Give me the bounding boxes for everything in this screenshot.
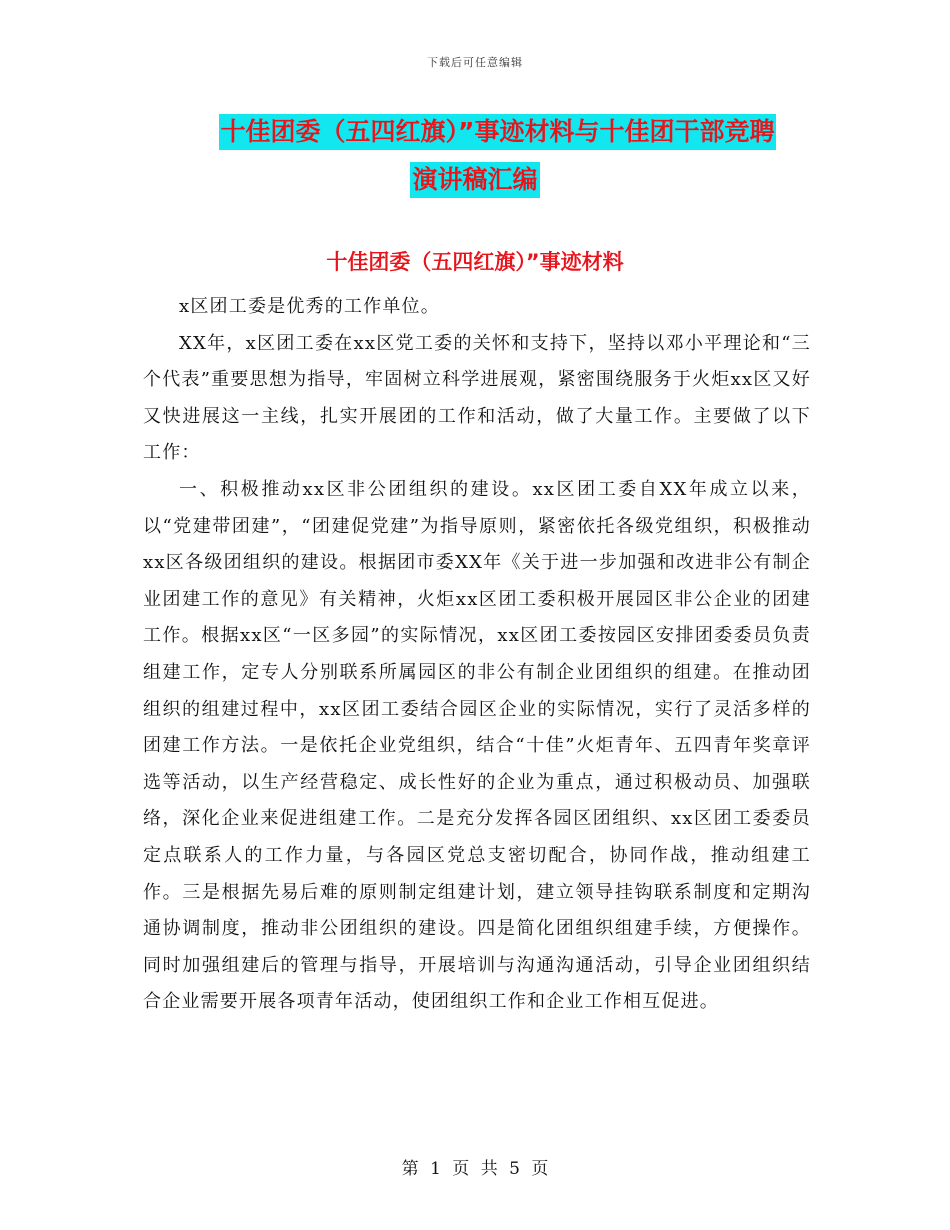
document-title-line-1: 十佳团委（五四红旗）”事迹材料与十佳团干部竞聘 <box>219 114 777 150</box>
header-note: 下载后可任意编辑 <box>427 56 523 69</box>
section-title: 十佳团委（五四红旗）”事迹材料 <box>326 250 624 274</box>
body-text <box>143 289 811 1021</box>
paragraph-2: XX年，x区团工委在xx区党工委的关怀和支持下，坚持以邓小平理论和“三个代表”重要思想为指导，牢固树立科学进展观，紧密围绕服务于火炬xx区又好又快进展这一主线，扎实开展团的工作和活动，做了大量工作。主要做了以下工作： <box>143 332 811 464</box>
document-title <box>0 108 950 204</box>
page-number: 第 1 页 共 5 页 <box>401 1159 549 1179</box>
document-title-line-2: 演讲稿汇编 <box>410 162 539 198</box>
paragraph-3: 一、积极推动xx区非公团组织的建设。xx区团工委自XX年成立以来，以“党建带团建”，“团建促党建”为指导原则，紧密依托各级党组织，积极推动xx区各级团组织的建设。根据团市委XX年《关于进一步加强和改进非公有制企业团建工作的意见》有关精神，火炬xx区团工委积极开展园区非公企业的团建工作。根据xx区“一区多园”的实际情况，xx区团工委按园区安排团委委员负责组建工作，定专人分别联系所属园区的非公有制企业团组织的组建。在推动团组织的组建过程中，xx区团工委结合园区企业的实际情况，实行了灵活多样的团建工作方法。一是依托企业党组织，结合“十佳”火炬青年、五四青年奖章评选等活动，以生产经营稳定、成长性好的企业为重点，通过积极动员、加强联络，深化企业来促进组建工作。二是充分发挥各园区团组织、xx区团工委委员定点联系人的工作力量，与各园区党总支密切配合，协同作战，推动组建工作。三是根据先易后难的原则制定组建计划，建立领导挂钩联系制度和定期沟通协调制度，推动非公团组织的建设。四是简化团组织组建手续，方便操作。同时加强组建后的管理与指导，开展培训与沟通沟通活动，引导企业团组织结合企业需要开展各项青年活动，使团组织工作和企业工作相互促进。 <box>143 478 811 1013</box>
paragraph-1: x区团工委是优秀的工作单位。 <box>179 296 440 317</box>
